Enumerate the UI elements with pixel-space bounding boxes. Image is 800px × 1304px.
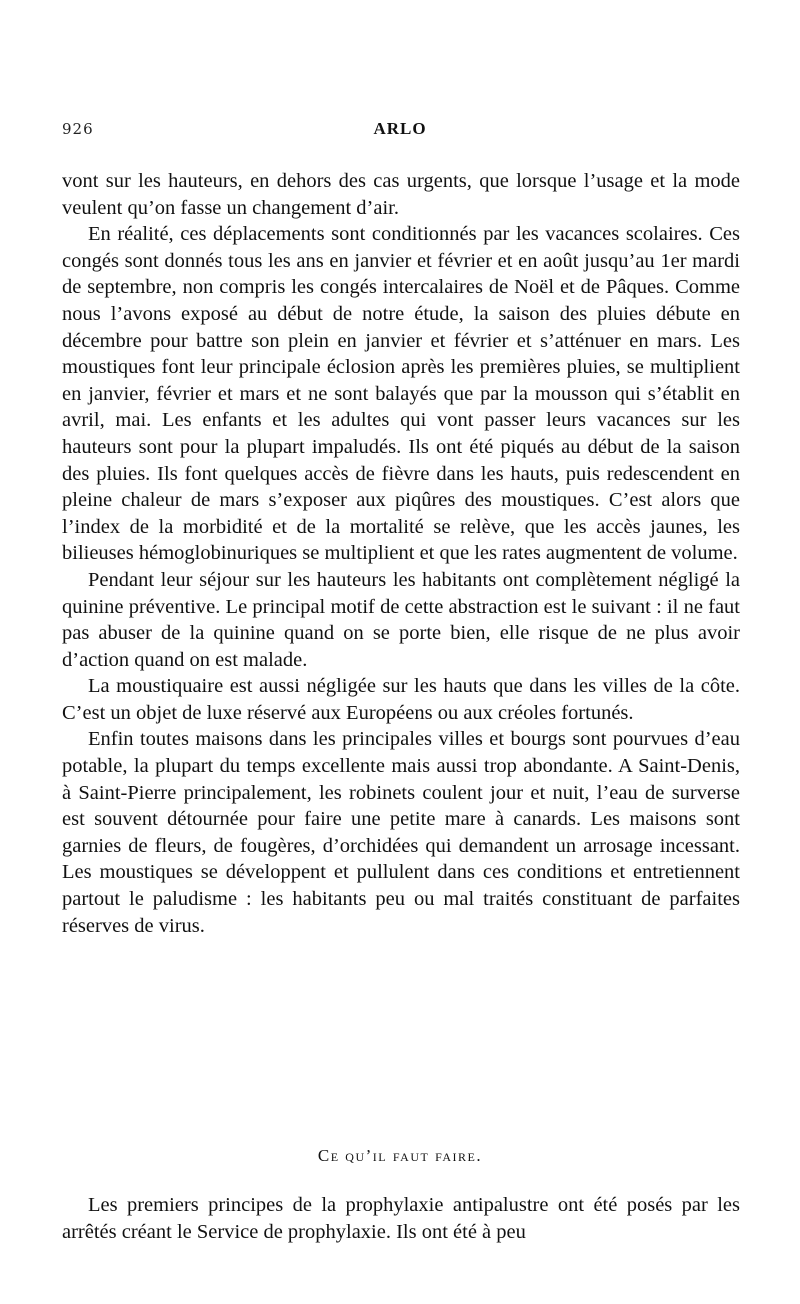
closing-text: [62, 1192, 740, 1245]
body-text: [62, 168, 740, 939]
paragraph: Les premiers principes de la prophylaxie antipalustre ont été posés par les arrêtés créant le Service de prophylaxie. Ils ont été à peu: [62, 1194, 740, 1243]
running-head: ARLO: [373, 119, 427, 138]
section-heading: Ce qu’il faut faire.: [317, 1146, 483, 1165]
paragraph: Enfin toutes maisons dans les principales villes et bourgs sont pourvues d’eau potable, la plupart du temps excellente mais aussi trop abondante. A Saint-Denis, à Saint-Pierre principalement, les robinets coulent jour et nuit, l’eau de surverse est souvent détournée pour faire une petite mare à canards. Les maisons sont garnies de fleurs, de fougères, d’orchidées qui demandent un arrosage incessant. Les moustiques se développent et pullulent dans ces conditions et entretiennent partout le paludisme : les habitants peu ou mal traités constituant de parfaites réserves de virus.: [62, 728, 740, 937]
paragraph: En réalité, ces déplacements sont conditionnés par les vacances scolaires. Ces congés sont donnés tous les ans en janvier et février et en août jusqu’au 1er mardi de septembre, non compris les congés intercalaires de Noël et de Pâques. Comme nous l’avons exposé au début de notre étude, la saison des pluies débute en décembre pour battre son plein en janvier et février et s’atténuer en mars. Les moustiques font leur principale éclosion après les premières pluies, se multiplient en janvier, février et mars et ne sont balayés que par la mousson qui s’établit en avril, mai. Les enfants et les adultes qui vont passer leurs vacances sur les hauteurs sont pour la plupart impaludés. Ils ont été piqués au début de la saison des pluies. Ils font quelques accès de fièvre dans les hauts, puis redescendent en pleine chaleur de mars s’exposer aux piqûres des moustiques. C’est alors que l’index de la morbidité et de la mortalité se relève, que les accès jaunes, les bilieuses hémoglobinuriques se multiplient et que les rates augmentent de volume.: [62, 223, 740, 565]
paragraph: Pendant leur séjour sur les hauteurs les habitants ont complètement négligé la quinine préventive. Le principal motif de cette abstraction est le suivant : il ne faut pas abuser de la quinine quand on se porte bien, elle risque de ne plus avoir d’action quand on est malade.: [62, 568, 740, 671]
paragraph: La moustiquaire est aussi négligée sur les hauts que dans les villes de la côte. C’est un objet de luxe réservé aux Européens ou aux créoles fortunés.: [62, 675, 740, 724]
paragraph-continued: vont sur les hauteurs, en dehors des cas urgents, que lorsque l’usage et la mode veulent qu’on fasse un changement d’air.: [62, 170, 740, 219]
page-number: 926: [62, 120, 94, 138]
